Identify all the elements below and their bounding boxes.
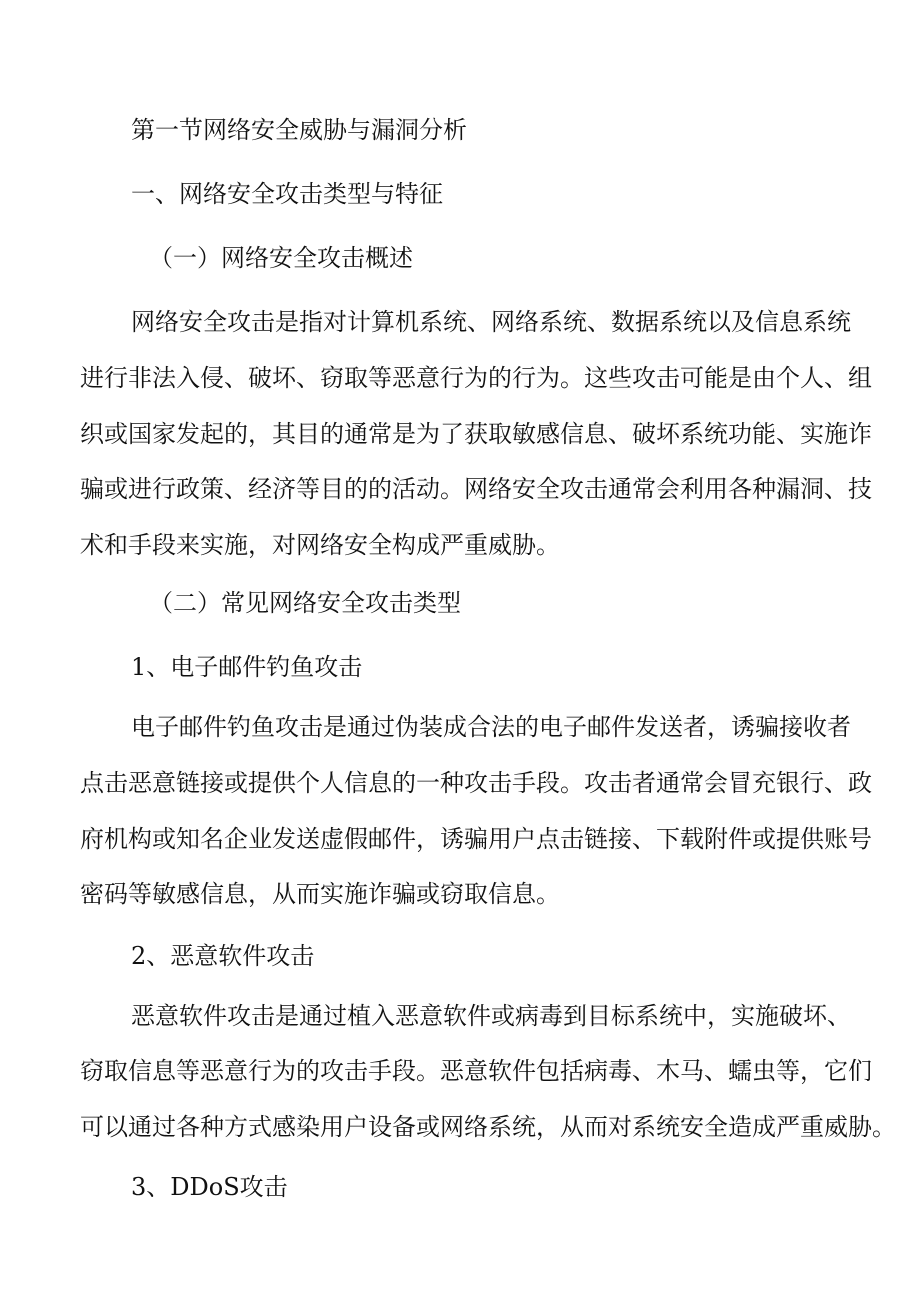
paragraph-malware-line-1: 恶意软件攻击是通过植入恶意软件或病毒到目标系统中，实施破坏、 (131, 1002, 851, 1030)
heading-network-attack-types: 一、网络安全攻击类型与特征 (131, 180, 443, 208)
subheading-attack-overview: （一）网络安全攻击概述 (149, 244, 413, 272)
paragraph-overview-line-4: 骗或进行政策、经济等目的的活动。网络安全攻击通常会利用各种漏洞、技 (80, 475, 872, 503)
item-email-phishing-title: 1、电子邮件钓鱼攻击 (131, 653, 363, 681)
paragraph-overview-line-2: 进行非法入侵、破坏、窃取等恶意行为的行为。这些攻击可能是由个人、组 (80, 364, 872, 392)
subheading-common-attack-types: （二）常见网络安全攻击类型 (149, 589, 461, 617)
paragraph-overview-line-1: 网络安全攻击是指对计算机系统、网络系统、数据系统以及信息系统 (131, 308, 851, 336)
section-title: 第一节网络安全威胁与漏洞分析 (131, 116, 467, 144)
paragraph-overview-line-5: 术和手段来实施，对网络安全构成严重威胁。 (80, 531, 560, 559)
paragraph-phishing-line-1: 电子邮件钓鱼攻击是通过伪装成合法的电子邮件发送者，诱骗接收者 (131, 713, 851, 741)
paragraph-overview-line-3: 织或国家发起的，其目的通常是为了获取敏感信息、破坏系统功能、实施诈 (80, 420, 872, 448)
paragraph-phishing-line-3: 府机构或知名企业发送虚假邮件，诱骗用户点击链接、下载附件或提供账号 (80, 825, 872, 853)
paragraph-malware-line-3: 可以通过各种方式感染用户设备或网络系统，从而对系统安全造成严重威胁。 (80, 1113, 896, 1141)
paragraph-phishing-line-4: 密码等敏感信息，从而实施诈骗或窃取信息。 (80, 880, 560, 908)
item-malware-title: 2、恶意软件攻击 (131, 942, 315, 970)
item-ddos-title: 3、DDoS攻击 (131, 1173, 288, 1201)
paragraph-phishing-line-2: 点击恶意链接或提供个人信息的一种攻击手段。攻击者通常会冒充银行、政 (80, 769, 872, 797)
paragraph-malware-line-2: 窃取信息等恶意行为的攻击手段。恶意软件包括病毒、木马、蠕虫等，它们 (80, 1057, 872, 1085)
